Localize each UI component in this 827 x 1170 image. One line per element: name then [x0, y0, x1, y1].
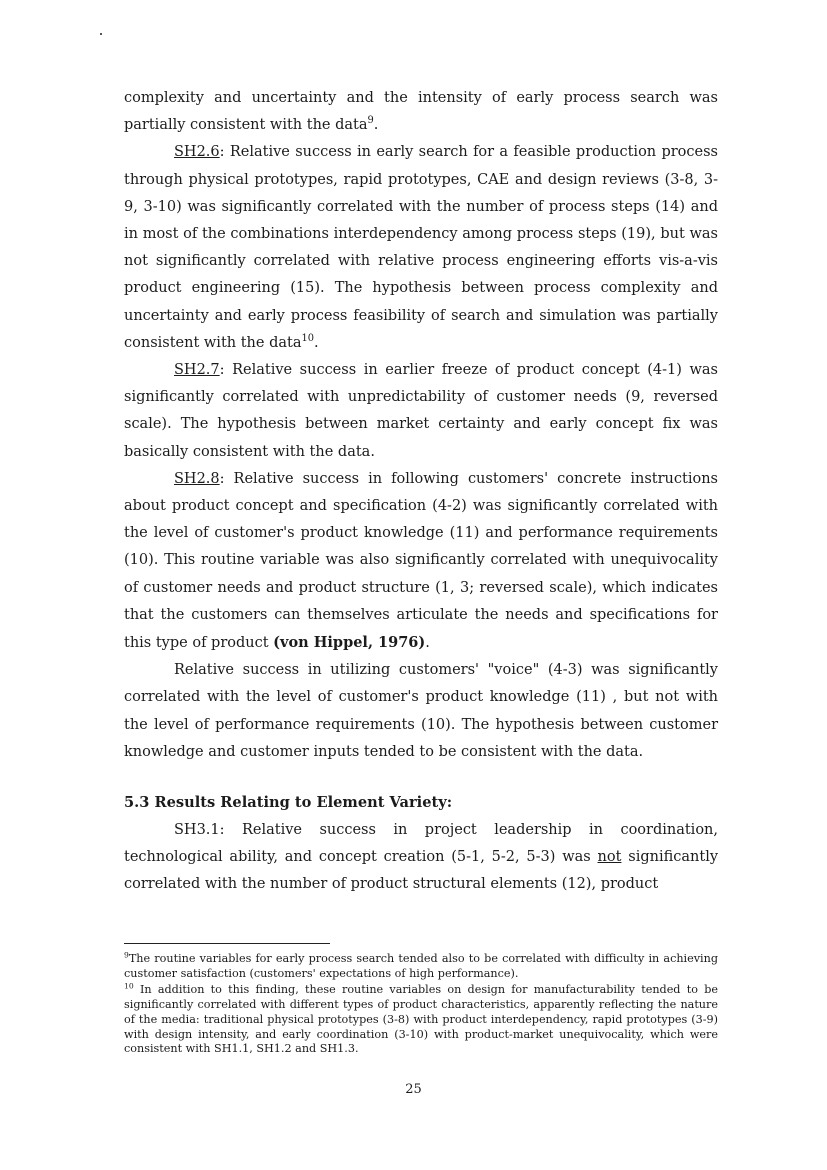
footnote-number: 10 [124, 981, 134, 991]
footnote-10 [124, 983, 718, 1057]
period: . [425, 635, 430, 652]
paragraph-text: significantly correlated with the number of product structural elements (12), product [124, 849, 719, 893]
period: . [373, 117, 379, 134]
hypothesis-label: SH2.8 [174, 470, 220, 487]
footnotes [124, 952, 718, 1057]
footnote-ref-10: 10 [301, 333, 315, 344]
footnote-text: In addition to this finding, these routine variables on design for manufacturability tended to be significantly correlated with different types of product characteristics, apparently reflecting the nature of the media: traditional physical prototypes (3-8) with product interdependency, rapid prototypes (3-9) with design intensity, and early coordination (3-10) with product-market unequivocality, which were consistent with SH1.1, SH1.2 and SH1.3. [124, 983, 718, 1056]
emphasis-not: not [597, 849, 622, 866]
paragraph-continued [124, 85, 718, 139]
hypothesis-label: SH2.7 [174, 362, 220, 379]
footnote-ref-9: 9 [367, 115, 374, 127]
paragraph-sh2-8 [124, 466, 718, 657]
paragraph-text: Relative success in utilizing customers' "voice" (4-3) was significantly correlated with the level of customer's product knowledge (11) , but not with the level of performance requirements (10). The hypothesis between customer knowledge and customer inputs tended to be consistent with the data. [124, 662, 718, 760]
section-heading: 5.3 Results Relating to Element Variety: [124, 794, 453, 812]
scan-speck [100, 33, 102, 35]
paragraph-sh2-6 [124, 139, 718, 357]
paragraph-sh3-1 [124, 817, 718, 899]
paragraph-customer-voice [124, 657, 718, 766]
page-number: 25 [405, 1082, 422, 1097]
paragraph-text: : Relative success in earlier freeze of product concept (4-1) was significantly correlated with unpredictability of customer needs (9, reversed scale). The hypothesis between market certainty and early concept fix was basically consistent with the data. [124, 362, 718, 460]
citation: (von Hippel, 1976) [273, 634, 426, 652]
footnote-rule [124, 943, 330, 944]
period: . [314, 334, 319, 351]
footnote-text: The routine variables for early process search tended also to be correlated with difficulty in achieving customer satisfaction (customers' expectations of high performance). [124, 952, 718, 980]
hypothesis-label: SH2.6 [174, 144, 220, 161]
paragraph-text: complexity and uncertainty and the intensity of early process search was partially consistent with the data [124, 90, 718, 134]
paragraph-text: SH3.1: Relative success in project leadership in coordination, technological ability, and concept creation (5-1, 5-2, 5-3) was [124, 822, 718, 866]
footnote-9 [124, 952, 718, 981]
paragraph-text: : Relative success in following customers' concrete instructions about product concept and specification (4-2) was significantly correlated with the level of customer's product knowledge (11) and performance requirements (10). This routine variable was also significantly correlated with unequivocality of customer needs and product structure (1, 3; reversed scale), which indicates that the customers can themselves articulate the needs and specifications for this type of product [124, 470, 718, 652]
body-text [124, 85, 718, 899]
footnote-number: 9 [124, 950, 129, 960]
paragraph-sh2-7 [124, 357, 718, 466]
paragraph-text: : Relative success in early search for a feasible production process through physical prototypes, rapid prototypes, CAE and design reviews (3-8, 3-9, 3-10) was significantly correlated with the number of process steps (14) and in most of the combinations interdependency among process steps (19), but was not significantly correlated with relative process engineering efforts vis-a-vis product engineering (15). The hypothesis between process complexity and uncertainty and early process feasibility of search and simulation was partially consistent with the data [124, 144, 718, 351]
